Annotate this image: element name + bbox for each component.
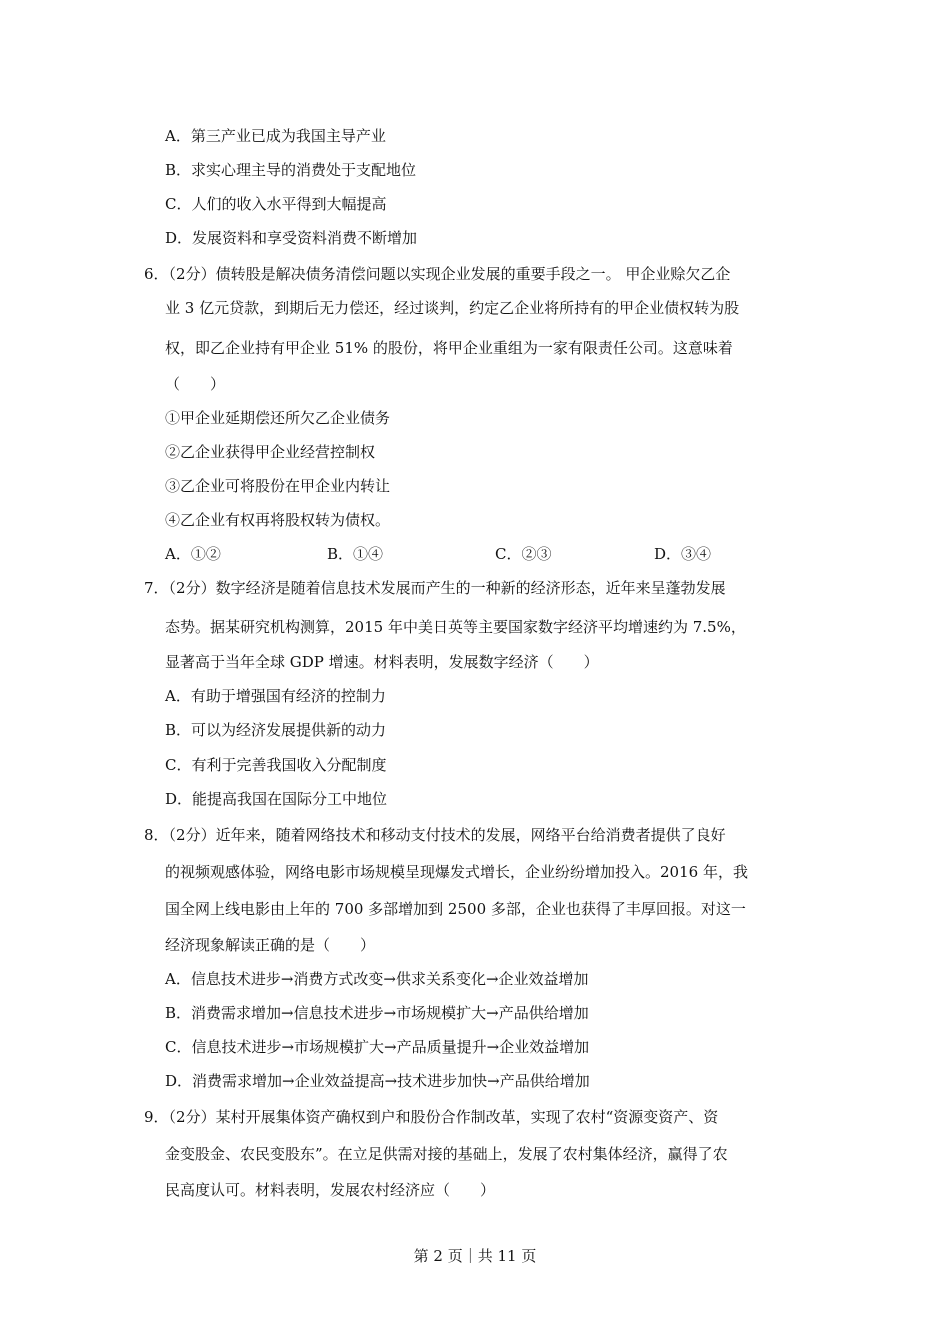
q8-option-a[interactable]: A．信息技术进步→消费方式改变→供求关系变化→企业效益增加: [165, 970, 589, 988]
q5-option-c[interactable]: C．人们的收入水平得到大幅提高: [165, 195, 387, 213]
q8-option-d[interactable]: D．消费需求增加→企业效益提高→技术进步加快→产品供给增加: [165, 1072, 590, 1090]
q5-option-b[interactable]: B．求实心理主导的消费处于支配地位: [165, 161, 417, 179]
q6-stem-line-2: 业 3 亿元贷款，到期后无力偿还，经过谈判，约定乙企业将所持有的甲企业债权转为股: [165, 299, 740, 317]
q6-stem-line-1: 6．（2分）债转股是解决债务清偿问题以实现企业发展的重要手段之一。 甲企业赊欠乙企: [144, 265, 731, 283]
q5-option-d[interactable]: D．发展资料和享受资料消费不断增加: [165, 229, 418, 247]
q8-option-c[interactable]: C．信息技术进步→市场规模扩大→产品质量提升→企业效益增加: [165, 1038, 590, 1056]
q6-statement-1: ①甲企业延期偿还所欠乙企业债务: [165, 409, 391, 427]
q9-stem-line-1: 9．（2分）某村开展集体资产确权到户和股份合作制改革，实现了农村“资源变资产、资: [144, 1108, 719, 1126]
q7-option-d[interactable]: D．能提高我国在国际分工中地位: [165, 790, 388, 808]
page-footer: 第 2 页｜共 11 页: [413, 1247, 537, 1265]
q7-option-a[interactable]: A．有助于增强国有经济的控制力: [165, 687, 386, 705]
q8-stem-line-1: 8．（2分）近年来，随着网络技术和移动支付技术的发展，网络平台给消费者提供了良好: [144, 826, 726, 844]
q6-stem-line-3: 权，即乙企业持有甲企业 51% 的股份，将甲企业重组为一家有限责任公司。这意味着: [165, 339, 733, 357]
q6-statement-3: ③乙企业可将股份在甲企业内转让: [165, 477, 391, 495]
q7-stem-line-1: 7．（2分）数字经济是随着信息技术发展而产生的一种新的经济形态，近年来呈蓬勃发展: [144, 579, 726, 597]
q7-stem-line-3: 显著高于当年全球 GDP 增速。材料表明，发展数字经济（ ）: [165, 653, 599, 671]
q7-stem-line-2: 态势。据某研究机构测算，2015 年中美日英等主要国家数字经济平均增速约为 7.5%，: [165, 618, 746, 636]
q8-stem-line-2: 的视频观感体验，网络电影市场规模呈现爆发式增长，企业纷纷增加投入。2016 年，我: [165, 863, 748, 881]
q8-option-b[interactable]: B．消费需求增加→信息技术进步→市场规模扩大→产品供给增加: [165, 1004, 589, 1022]
q7-option-b[interactable]: B．可以为经济发展提供新的动力: [165, 721, 387, 739]
q6-choice-b[interactable]: B．①④: [327, 545, 384, 563]
q9-stem-line-2: 金变股金、农民变股东”。在立足供需对接的基础上，发展了农村集体经济，赢得了农: [165, 1145, 728, 1163]
q6-stem-line-4: （ ）: [165, 375, 226, 393]
q6-choice-a[interactable]: A．①②: [165, 545, 221, 563]
q5-option-a[interactable]: A．第三产业已成为我国主导产业: [165, 127, 386, 145]
q6-choice-c[interactable]: C．②③: [495, 545, 552, 563]
q6-choice-d[interactable]: D．③④: [654, 545, 712, 563]
q6-statement-2: ②乙企业获得甲企业经营控制权: [165, 443, 376, 461]
q8-stem-line-4: 经济现象解读正确的是（ ）: [165, 936, 376, 954]
q9-stem-line-3: 民高度认可。材料表明，发展农村经济应（ ）: [165, 1181, 496, 1199]
q7-option-c[interactable]: C．有利于完善我国收入分配制度: [165, 756, 387, 774]
q8-stem-line-3: 国全网上线电影由上年的 700 多部增加到 2500 多部，企业也获得了丰厚回报。对这一: [165, 900, 746, 918]
q6-statement-4: ④乙企业有权再将股权转为债权。: [165, 511, 391, 529]
